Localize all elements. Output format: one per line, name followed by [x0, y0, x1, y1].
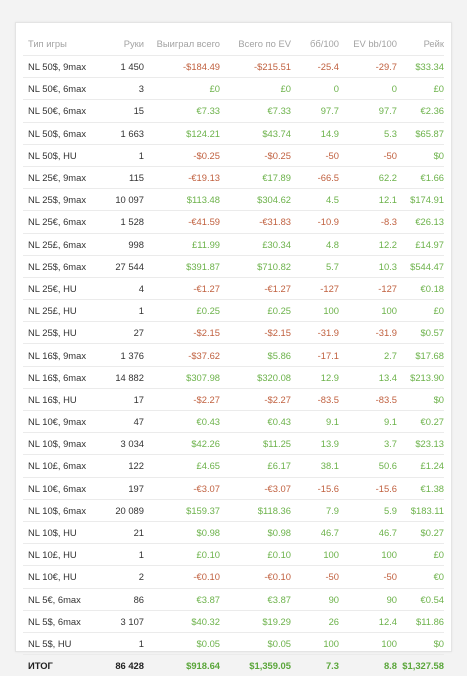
rake-cell: $0	[397, 632, 444, 654]
table-row	[23, 233, 444, 255]
table-row	[23, 166, 444, 188]
total-won-cell: -€41.59	[144, 211, 220, 233]
hands-cell: 1 663	[105, 122, 144, 144]
rake-cell: $174.91	[397, 189, 444, 211]
game-type-cell: NL 50€, 6max	[23, 78, 105, 100]
table-row	[23, 144, 444, 166]
rake-cell: £0	[397, 544, 444, 566]
rake-cell: $0.27	[397, 521, 444, 543]
table-row	[23, 433, 444, 455]
total-ev-cell: £0.25	[220, 300, 291, 322]
bb100-cell: 7.3	[291, 655, 339, 676]
ev-bb100-cell: 10.3	[339, 255, 397, 277]
ev-bb100-cell: -15.6	[339, 477, 397, 499]
bb100-cell: 0	[291, 78, 339, 100]
total-ev-cell: €17.89	[220, 166, 291, 188]
game-type-cell: NL 10$, 6max	[23, 499, 105, 521]
game-type-cell: NL 5$, HU	[23, 632, 105, 654]
bb100-cell: -17.1	[291, 344, 339, 366]
ev-bb100-cell: 90	[339, 588, 397, 610]
total-won-cell: $307.98	[144, 366, 220, 388]
hands-cell: 14 882	[105, 366, 144, 388]
header-total-won[interactable]: Выиграл всего	[156, 37, 220, 49]
total-won-cell: -$37.62	[144, 344, 220, 366]
bb100-cell: 9.1	[291, 411, 339, 433]
bb100-cell: -25.4	[291, 56, 339, 78]
table-row	[23, 300, 444, 322]
hands-cell: 1 450	[105, 56, 144, 78]
header-ev-bb100[interactable]: EV bb/100	[353, 37, 397, 49]
rake-cell: €1.66	[397, 166, 444, 188]
rake-cell: €0.27	[397, 411, 444, 433]
total-ev-cell: $304.62	[220, 189, 291, 211]
total-ev-cell: $320.08	[220, 366, 291, 388]
total-won-cell: $0.98	[144, 521, 220, 543]
game-type-cell: NL 16$, 6max	[23, 366, 105, 388]
total-ev-cell: -$2.15	[220, 322, 291, 344]
bb100-cell: 7.9	[291, 499, 339, 521]
game-type-cell: NL 10$, 9max	[23, 433, 105, 455]
total-won-cell: £4.65	[144, 455, 220, 477]
total-won-cell: -€3.07	[144, 477, 220, 499]
ev-bb100-cell: -50	[339, 144, 397, 166]
game-type-cell: NL 25$, HU	[23, 322, 105, 344]
game-type-cell: NL 10€, 6max	[23, 477, 105, 499]
total-ev-cell: -$0.25	[220, 144, 291, 166]
total-won-cell: $918.64	[144, 655, 220, 676]
hands-cell: 122	[105, 455, 144, 477]
bb100-cell: 4.5	[291, 189, 339, 211]
total-ev-cell: €0.43	[220, 411, 291, 433]
game-type-cell: NL 25£, HU	[23, 300, 105, 322]
total-ev-cell: -€1.27	[220, 277, 291, 299]
total-won-cell: $42.26	[144, 433, 220, 455]
rake-cell: €26.13	[397, 211, 444, 233]
table-total-row	[23, 655, 444, 676]
bb100-cell: -15.6	[291, 477, 339, 499]
game-type-cell: NL 10£, 6max	[23, 455, 105, 477]
hands-cell: 1 528	[105, 211, 144, 233]
rake-cell: €0.18	[397, 277, 444, 299]
table-row	[23, 521, 444, 543]
table-header-row	[23, 31, 444, 56]
hands-cell: 2	[105, 566, 144, 588]
total-won-cell: -$2.27	[144, 388, 220, 410]
total-won-cell: £0	[144, 78, 220, 100]
ev-bb100-cell: 5.9	[339, 499, 397, 521]
total-ev-cell: $710.82	[220, 255, 291, 277]
ev-bb100-cell: -127	[339, 277, 397, 299]
ev-bb100-cell: 12.4	[339, 610, 397, 632]
game-type-cell: NL 10€, HU	[23, 566, 105, 588]
bb100-cell: 100	[291, 544, 339, 566]
total-ev-cell: £0	[220, 78, 291, 100]
total-won-cell: €3.87	[144, 588, 220, 610]
total-ev-cell: $0.98	[220, 521, 291, 543]
game-type-cell: NL 10€, 9max	[23, 411, 105, 433]
ev-bb100-cell: 62.2	[339, 166, 397, 188]
total-won-cell: $124.21	[144, 122, 220, 144]
game-type-stats-table	[23, 31, 444, 676]
game-type-cell: NL 50$, HU	[23, 144, 105, 166]
hands-cell: 3 107	[105, 610, 144, 632]
rake-cell: £0	[397, 78, 444, 100]
table-row	[23, 78, 444, 100]
table-row	[23, 566, 444, 588]
bb100-cell: 97.7	[291, 100, 339, 122]
game-type-cell: NL 16$, HU	[23, 388, 105, 410]
game-type-cell: NL 50€, 6max	[23, 100, 105, 122]
total-won-cell: $0.05	[144, 632, 220, 654]
rake-cell: $11.86	[397, 610, 444, 632]
hands-cell: 1	[105, 544, 144, 566]
ev-bb100-cell: 0	[339, 78, 397, 100]
hands-cell: 47	[105, 411, 144, 433]
total-ev-cell: $1,359.05	[220, 655, 291, 676]
total-won-cell: -€0.10	[144, 566, 220, 588]
rake-cell: $183.11	[397, 499, 444, 521]
table-row	[23, 477, 444, 499]
rake-cell: $0	[397, 388, 444, 410]
hands-cell: 27 544	[105, 255, 144, 277]
total-ev-cell: -$215.51	[220, 56, 291, 78]
hands-cell: 10 097	[105, 189, 144, 211]
total-ev-cell: £0.10	[220, 544, 291, 566]
ev-bb100-cell: 100	[339, 544, 397, 566]
hands-cell: 1	[105, 300, 144, 322]
total-ev-cell: $43.74	[220, 122, 291, 144]
ev-bb100-cell: 46.7	[339, 521, 397, 543]
hands-cell: 15	[105, 100, 144, 122]
table-row	[23, 499, 444, 521]
total-ev-cell: €3.87	[220, 588, 291, 610]
stats-table-card	[15, 22, 452, 672]
game-type-cell: NL 25€, HU	[23, 277, 105, 299]
table-row	[23, 455, 444, 477]
ev-bb100-cell: -8.3	[339, 211, 397, 233]
hands-cell: 1 376	[105, 344, 144, 366]
table-row	[23, 255, 444, 277]
game-type-cell: NL 25€, 9max	[23, 166, 105, 188]
total-ev-cell: $5.86	[220, 344, 291, 366]
total-ev-cell: -€31.83	[220, 211, 291, 233]
bb100-cell: -66.5	[291, 166, 339, 188]
hands-cell: 3	[105, 78, 144, 100]
total-won-cell: $113.48	[144, 189, 220, 211]
table-row	[23, 122, 444, 144]
table-row	[23, 189, 444, 211]
total-won-cell: -$184.49	[144, 56, 220, 78]
ev-bb100-cell: 2.7	[339, 344, 397, 366]
total-ev-cell: $11.25	[220, 433, 291, 455]
game-type-cell: NL 25£, 6max	[23, 233, 105, 255]
bb100-cell: 12.9	[291, 366, 339, 388]
game-type-cell: NL 25$, 6max	[23, 255, 105, 277]
hands-cell: 3 034	[105, 433, 144, 455]
table-row	[23, 632, 444, 654]
bb100-cell: 100	[291, 632, 339, 654]
ev-bb100-cell: -50	[339, 566, 397, 588]
total-ev-cell: -€3.07	[220, 477, 291, 499]
rake-cell: £1.24	[397, 455, 444, 477]
game-type-cell: NL 50$, 6max	[23, 122, 105, 144]
table-row	[23, 322, 444, 344]
ev-bb100-cell: 9.1	[339, 411, 397, 433]
ev-bb100-cell: 50.6	[339, 455, 397, 477]
rake-cell: £14.97	[397, 233, 444, 255]
total-won-cell: £0.25	[144, 300, 220, 322]
bb100-cell: -31.9	[291, 322, 339, 344]
rake-cell: $0.57	[397, 322, 444, 344]
total-ev-cell: $19.29	[220, 610, 291, 632]
rake-cell: $0	[397, 144, 444, 166]
table-row	[23, 588, 444, 610]
rake-cell: $544.47	[397, 255, 444, 277]
bb100-cell: 38.1	[291, 455, 339, 477]
total-ev-cell: $0.05	[220, 632, 291, 654]
ev-bb100-cell: 8.8	[339, 655, 397, 676]
total-won-cell: $40.32	[144, 610, 220, 632]
hands-cell: 17	[105, 388, 144, 410]
table-row	[23, 211, 444, 233]
game-type-cell: NL 50$, 9max	[23, 56, 105, 78]
ev-bb100-cell: 13.4	[339, 366, 397, 388]
rake-cell: $33.34	[397, 56, 444, 78]
rake-cell: $213.90	[397, 366, 444, 388]
ev-bb100-cell: -31.9	[339, 322, 397, 344]
rake-cell: $23.13	[397, 433, 444, 455]
total-won-cell: €0.43	[144, 411, 220, 433]
rake-cell: €0	[397, 566, 444, 588]
game-type-cell: NL 5$, 6max	[23, 610, 105, 632]
table-row	[23, 366, 444, 388]
bb100-cell: -127	[291, 277, 339, 299]
hands-cell: 1	[105, 632, 144, 654]
total-won-cell: -€1.27	[144, 277, 220, 299]
hands-cell: 21	[105, 521, 144, 543]
bb100-cell: -10.9	[291, 211, 339, 233]
hands-cell: 86 428	[105, 655, 144, 676]
rake-cell: $65.87	[397, 122, 444, 144]
rake-cell: $1,327.58	[397, 655, 444, 676]
game-type-cell: NL 5€, 6max	[23, 588, 105, 610]
ev-bb100-cell: 3.7	[339, 433, 397, 455]
rake-cell: €0.54	[397, 588, 444, 610]
total-won-cell: $159.37	[144, 499, 220, 521]
hands-cell: 998	[105, 233, 144, 255]
bb100-cell: 13.9	[291, 433, 339, 455]
header-hands[interactable]: Руки	[123, 37, 144, 49]
hands-cell: 115	[105, 166, 144, 188]
total-ev-cell: -€0.10	[220, 566, 291, 588]
table-row	[23, 610, 444, 632]
header-rake[interactable]: Рейк	[423, 37, 444, 49]
game-type-cell: NL 10£, HU	[23, 544, 105, 566]
table-row	[23, 544, 444, 566]
header-bb100[interactable]: бб/100	[310, 37, 339, 49]
ev-bb100-cell: -29.7	[339, 56, 397, 78]
header-game-type[interactable]: Тип игры	[28, 37, 67, 49]
ev-bb100-cell: 100	[339, 632, 397, 654]
rake-cell: €2.36	[397, 100, 444, 122]
bb100-cell: 4.8	[291, 233, 339, 255]
game-type-cell: NL 16$, 9max	[23, 344, 105, 366]
rake-cell: £0	[397, 300, 444, 322]
ev-bb100-cell: 5.3	[339, 122, 397, 144]
ev-bb100-cell: 97.7	[339, 100, 397, 122]
bb100-cell: 5.7	[291, 255, 339, 277]
ev-bb100-cell: 12.1	[339, 189, 397, 211]
hands-cell: 86	[105, 588, 144, 610]
bb100-cell: -83.5	[291, 388, 339, 410]
bb100-cell: 14.9	[291, 122, 339, 144]
total-ev-cell: $118.36	[220, 499, 291, 521]
total-ev-cell: £6.17	[220, 455, 291, 477]
total-ev-cell: £30.34	[220, 233, 291, 255]
total-ev-cell: €7.33	[220, 100, 291, 122]
bb100-cell: 100	[291, 300, 339, 322]
hands-cell: 4	[105, 277, 144, 299]
ev-bb100-cell: 12.2	[339, 233, 397, 255]
bb100-cell: -50	[291, 144, 339, 166]
total-won-cell: -$2.15	[144, 322, 220, 344]
hands-cell: 197	[105, 477, 144, 499]
table-row	[23, 388, 444, 410]
table-row	[23, 344, 444, 366]
game-type-cell: ИТОГ	[23, 655, 105, 676]
table-row	[23, 411, 444, 433]
game-type-cell: NL 25$, 9max	[23, 189, 105, 211]
bb100-cell: -50	[291, 566, 339, 588]
ev-bb100-cell: 100	[339, 300, 397, 322]
total-won-cell: £11.99	[144, 233, 220, 255]
game-type-cell: NL 10$, HU	[23, 521, 105, 543]
bb100-cell: 46.7	[291, 521, 339, 543]
rake-cell: €1.38	[397, 477, 444, 499]
hands-cell: 1	[105, 144, 144, 166]
bb100-cell: 26	[291, 610, 339, 632]
table-row	[23, 277, 444, 299]
total-won-cell: $391.87	[144, 255, 220, 277]
total-won-cell: £0.10	[144, 544, 220, 566]
game-type-cell: NL 25€, 6max	[23, 211, 105, 233]
total-ev-cell: -$2.27	[220, 388, 291, 410]
bb100-cell: 90	[291, 588, 339, 610]
header-total-ev[interactable]: Всего по EV	[238, 37, 291, 49]
total-won-cell: -$0.25	[144, 144, 220, 166]
table-row	[23, 56, 444, 78]
total-won-cell: -€19.13	[144, 166, 220, 188]
ev-bb100-cell: -83.5	[339, 388, 397, 410]
hands-cell: 27	[105, 322, 144, 344]
table-row	[23, 100, 444, 122]
total-won-cell: €7.33	[144, 100, 220, 122]
hands-cell: 20 089	[105, 499, 144, 521]
rake-cell: $17.68	[397, 344, 444, 366]
